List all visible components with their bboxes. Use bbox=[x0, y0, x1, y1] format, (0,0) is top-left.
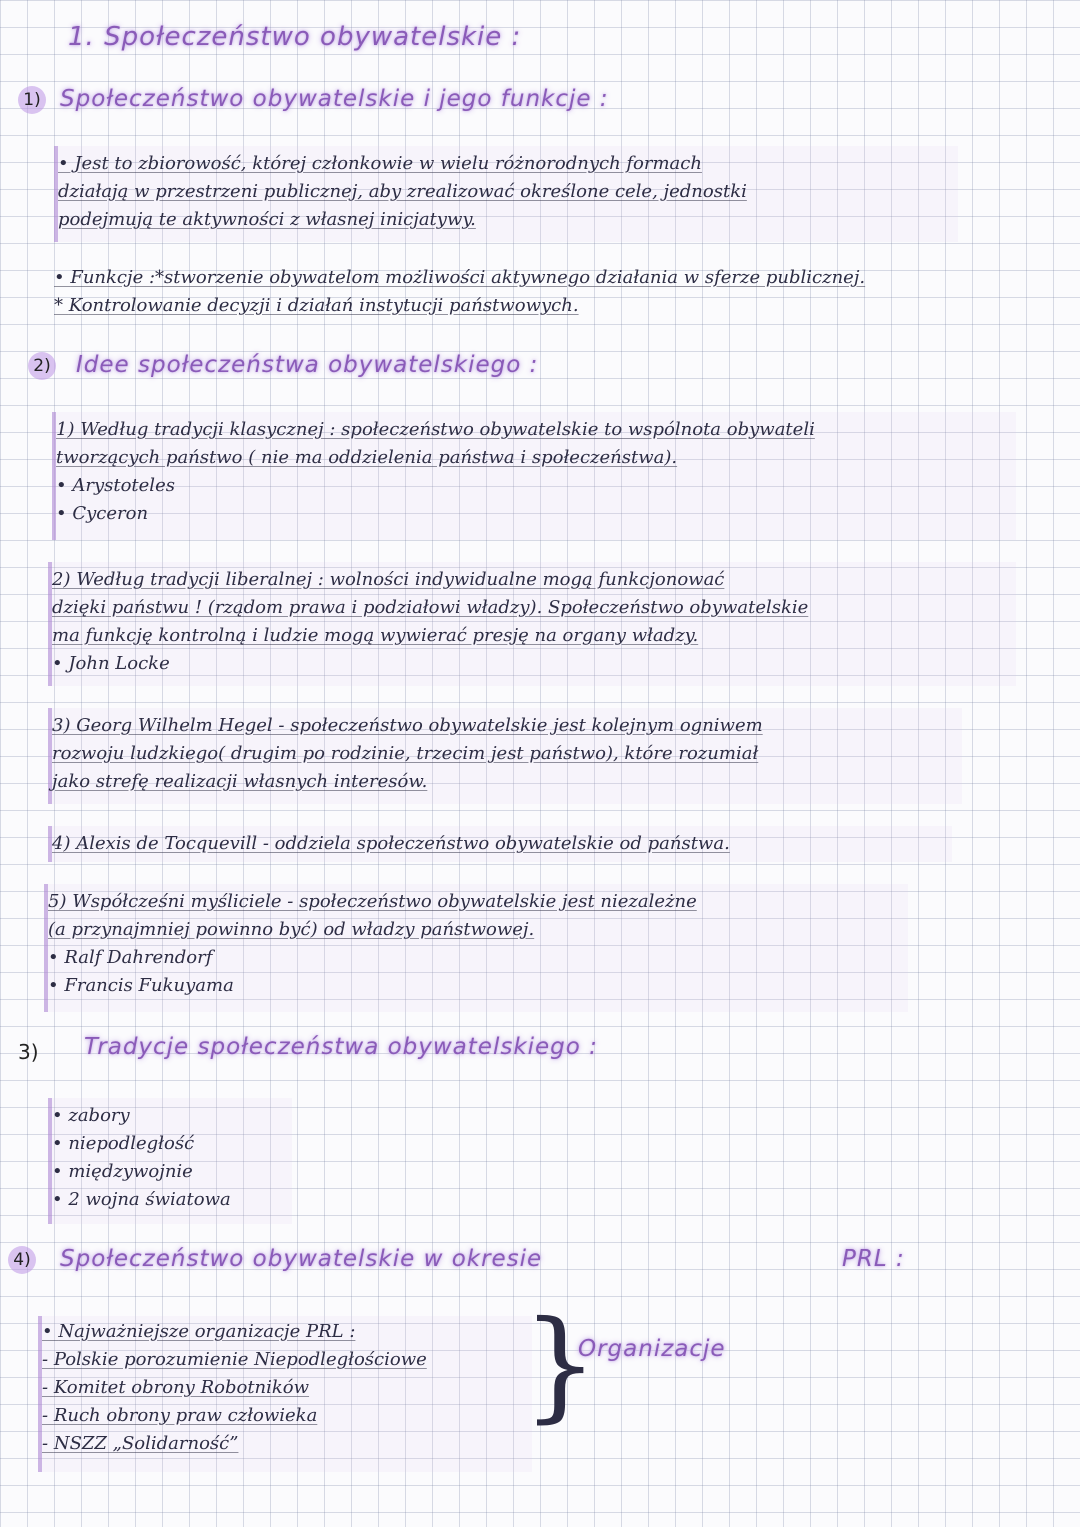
organizations-label: Organizacje bbox=[578, 1336, 726, 1362]
organization-item: - Komitet obrony Robotników bbox=[42, 1374, 427, 1402]
traditions-list bbox=[52, 1102, 231, 1214]
organization-item: - NSZZ „Solidarność” bbox=[42, 1430, 427, 1458]
functions-list bbox=[54, 264, 865, 320]
author-item: • John Locke bbox=[52, 650, 808, 678]
organization-item: - Ruch obrony praw człowieka bbox=[42, 1402, 427, 1430]
definition-text: • Jest to zbiorowość, której członkowie w wielu różnorodnych formach działają w przestrzeni publicznej, aby zrealizować określone cele, jednostki podejmują te aktywności z własnej inicjatywy. bbox=[58, 153, 747, 230]
tradition-item: • zabory bbox=[52, 1102, 231, 1130]
section-4-heading-tag: PRL : bbox=[842, 1246, 905, 1272]
section-3-heading: Tradycje społeczeństwa obywatelskiego : bbox=[84, 1034, 598, 1060]
section-2-number: 2) bbox=[28, 352, 56, 380]
function-item: * Kontrolowanie decyzji i działań instytucji państwowych. bbox=[54, 292, 865, 320]
section-4-heading: Społeczeństwo obywatelskie w okresie bbox=[60, 1246, 543, 1272]
section-2-heading: Idee społeczeństwa obywatelskiego : bbox=[76, 352, 539, 378]
author-item: • Cyceron bbox=[56, 500, 815, 528]
idea-hegel: 3) Georg Wilhelm Hegel - społeczeństwo obywatelskie jest kolejnym ogniwem rozwoju ludzkiego( drugim po rodzinie, trzecim jest państwo), które rozumiał jako strefę realizacji własnych interesów. bbox=[52, 715, 763, 792]
section-4-number: 4) bbox=[8, 1246, 36, 1274]
section-1-heading: Społeczeństwo obywatelskie i jego funkcje : bbox=[60, 86, 609, 112]
tradition-item: • międzywojnie bbox=[52, 1158, 231, 1186]
brace-symbol: } bbox=[522, 1296, 599, 1435]
idea-liberal: 2) Według tradycji liberalnej : wolności indywidualne mogą funkcjonować dzięki państwu ! (rządom prawa i podziałowi władzy). Społeczeństwo obywatelskie ma funkcję kontrolną i ludzie mogą wywierać presję na organy władzy. • John Locke bbox=[52, 566, 808, 678]
organizations-list bbox=[42, 1318, 427, 1458]
section-3-number: 3) bbox=[18, 1040, 39, 1064]
idea-tocqueville: 4) Alexis de Tocquevill - oddziela społeczeństwo obywatelskie od państwa. bbox=[52, 833, 730, 854]
author-item: • Arystoteles bbox=[56, 472, 815, 500]
author-item: • Francis Fukuyama bbox=[48, 972, 697, 1000]
page-title: 1. Społeczeństwo obywatelskie : bbox=[68, 22, 522, 52]
idea-contemporary: 5) Współcześni myśliciele - społeczeństwo obywatelskie jest niezależne (a przynajmniej powinno być) od władzy państwowej. • Ralf Dahrendorf • Francis Fukuyama bbox=[48, 888, 697, 1000]
section-1-number: 1) bbox=[18, 86, 46, 114]
organization-item: - Polskie porozumienie Niepodległościowe bbox=[42, 1346, 427, 1374]
author-item: • Ralf Dahrendorf bbox=[48, 944, 697, 972]
function-item: • Funkcje :*stworzenie obywatelom możliwości aktywnego działania w sferze publicznej. bbox=[54, 264, 865, 292]
tradition-item: • niepodległość bbox=[52, 1130, 231, 1158]
organizations-intro: • Najważniejsze organizacje PRL : bbox=[42, 1318, 427, 1346]
tradition-item: • 2 wojna światowa bbox=[52, 1186, 231, 1214]
idea-classical: 1) Według tradycji klasycznej : społeczeństwo obywatelskie to wspólnota obywateli tworzących państwo ( nie ma oddzielenia państwa i społeczeństwa). • Arystoteles • Cyceron bbox=[56, 416, 815, 528]
